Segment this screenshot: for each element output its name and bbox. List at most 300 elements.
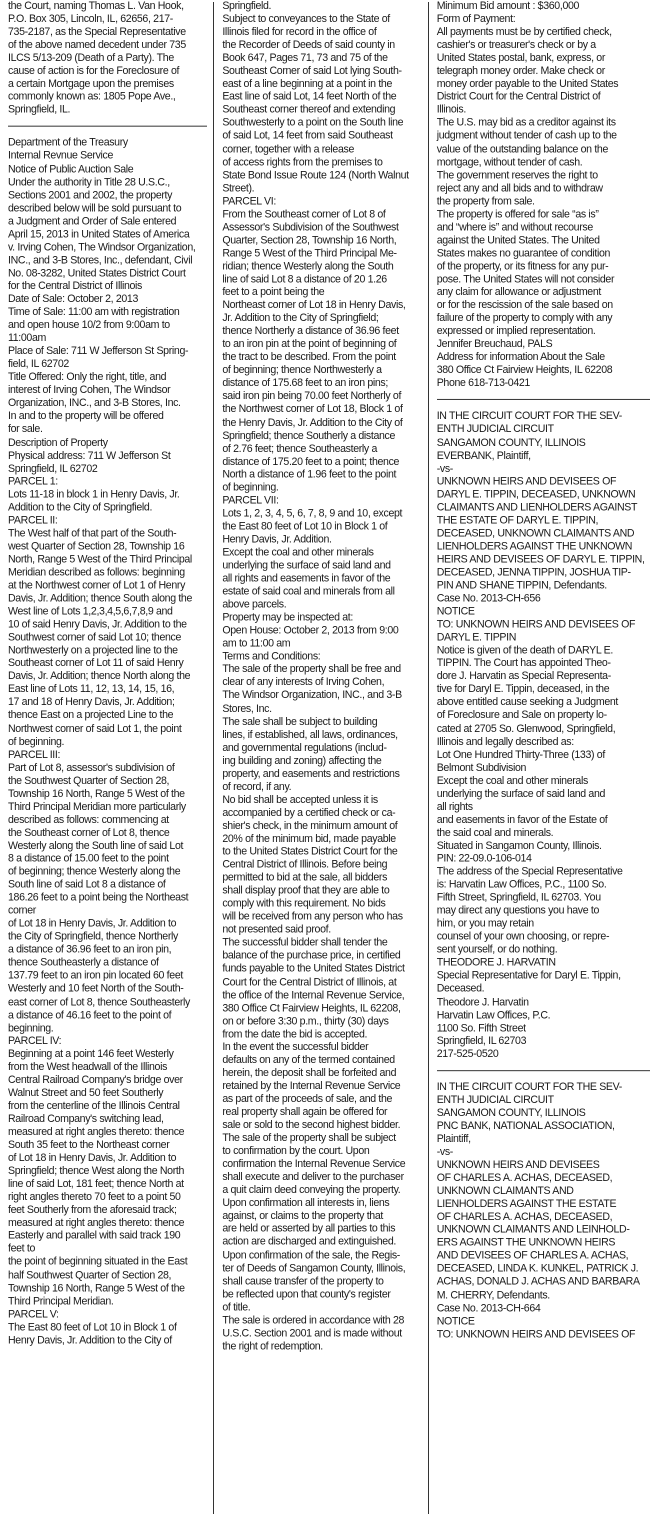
notice-line: PNC BANK, NATIONAL ASSOCIATION, (436, 1119, 615, 1132)
notice-line: of beginning. (222, 481, 279, 494)
notice-line: East line of Lots 11, 12, 13, 14, 15, 16, (8, 683, 175, 696)
notice-line: cause of action is for the Foreclosure of (8, 65, 180, 78)
notice-line: beginning. (8, 1021, 54, 1034)
notice-line: shall display proof that they are able to (222, 884, 390, 897)
notice-line: Addition to the City of Springfield. (8, 501, 153, 514)
notice-line: him, or you may retain (436, 917, 534, 930)
notice-line: Department of the Treasury (8, 137, 128, 150)
notice-line: of access rights from the premises to (222, 156, 383, 169)
notice-line: the East 80 feet of Lot 10 in Block 1 of (222, 520, 388, 533)
notice-line: the Court, naming Thomas L. Van Hook, (8, 0, 184, 12)
notice-line: Physical address: 711 W Jefferson St (8, 449, 171, 462)
notice-line: Henry Davis, Jr. Addition to the City of (8, 1334, 172, 1347)
notice-line: Special Representative for Daryl E. Tippin, (436, 969, 621, 982)
notice-line: Southeast Corner of said Lot lying South- (222, 65, 402, 78)
notice-line: Notice of Public Auction Sale (8, 163, 134, 176)
notice-line: Easterly and parallel with said track 190 (8, 1230, 181, 1243)
notice-line: In the event the successful bidder (222, 1040, 369, 1053)
notice-line: In and to the property will be offered (8, 410, 164, 423)
notice-line: the right of redemption. (222, 1340, 323, 1353)
notice-line: line of said Lot, 181 feet; thence North at (8, 1178, 184, 1191)
notice-line: the office of the Internal Revenue Service, (222, 988, 405, 1001)
notice-line: Form of Payment: (436, 13, 516, 25)
notice-line: LIENHOLDERS AGAINST THE UNKNOWN (436, 540, 633, 553)
notice-line: pose. The United States will not consider (436, 273, 615, 286)
notice-line: Under the authority in Title 28 U.S.C., (8, 176, 170, 189)
notice-line: estate of said coal and minerals from all (222, 585, 395, 598)
notice-line: Quarter, Section 28, Township 16 North, (222, 234, 397, 247)
notice-line: INC., and 3-B Stores, Inc., defendant, Civil (8, 254, 193, 267)
notice-line: Address for information About the Sale (436, 351, 605, 364)
notice-line: for the Central District of Illinois (8, 280, 142, 293)
notice-line: Time of Sale: 11:00 am with registration (8, 306, 180, 319)
notice-line: money order payable to the United States (436, 78, 619, 91)
notice-line: will be received from any person who has (222, 910, 403, 923)
notice-line: The sale shall be subject to building (222, 715, 378, 728)
notice-line: telegraph money order. Make check or (436, 65, 605, 78)
notice-line: as part of the proceeds of sale, and the (222, 1093, 393, 1106)
notice-line: West line of Lots 1,2,3,4,5,6,7,8,9 and (8, 605, 173, 618)
notice-line: line of said Lot 8 a distance of 20 1.26 (222, 273, 387, 286)
notice-line: interest of Irving Cohen, The Windsor (8, 384, 171, 397)
notice-line: dore J. Harvatin as Special Representa- (436, 670, 611, 683)
notice-line: 186.26 feet to a point being the Northeast (8, 891, 189, 904)
notice-line: confirmation the Internal Revenue Service (222, 1158, 406, 1171)
notice-line: Central Railroad Company's bridge over (8, 1073, 183, 1086)
notice-line: not presented said proof. (222, 923, 331, 936)
notice-line: The address of the Special Representative (436, 865, 623, 878)
notice-line: all rights and easements in favor of the (222, 572, 391, 585)
notice-line: 20% of the minimum bid, made payable (222, 832, 396, 845)
notice-line: Southeast corner thereof and extending (222, 104, 396, 117)
notice-line: The sale of the property shall be free and (222, 663, 401, 676)
notice-line: judgment without tender of cash up to the (436, 130, 617, 143)
notice-line: LIENHOLDERS AGAINST THE ESTATE (436, 1198, 617, 1210)
notice-line: of said Lot, 14 feet from said Southeast (222, 130, 393, 143)
notice-line: Internal Revnue Service (8, 150, 114, 163)
notice-line: Deceased. (436, 982, 485, 995)
notice-line: the tract to be described. From the point (222, 351, 396, 364)
notice-line: of record, if any. (222, 780, 292, 793)
notice-line: Except the coal and other minerals (436, 774, 588, 787)
notice-line: Date of Sale: October 2, 2013 (8, 293, 139, 306)
notice-line: east corner of Lot 8, thence Southeasterly (8, 995, 190, 1008)
notice-line: OF CHARLES A. ACHAS, DECEASED, (436, 1211, 613, 1223)
notice-line: v. Irving Cohen, The Windsor Organization, (8, 241, 196, 254)
notice-line: measured at right angles thereto: thence (8, 1217, 185, 1230)
notice-line: UNKNOWN CLAIMANTS AND (436, 1184, 574, 1197)
notice-line: Upon confirmation of the sale, the Regis- (222, 1249, 400, 1262)
notice-line: accompanied by a certified check or ca- (222, 806, 396, 819)
notice-line: Minimum Bid amount : $360,000 (436, 0, 580, 12)
notice-line: 1100 So. Fifth Street (436, 1021, 526, 1034)
notice-line: Court for the Central District of Illinois, at (222, 975, 397, 988)
notice-line: No bid shall be accepted unless it is (222, 793, 378, 806)
notice-line: a distance of 36.96 feet to an iron pin, (8, 943, 172, 956)
notice-line: 137.79 feet to an iron pin located 60 feet (8, 969, 183, 982)
notice-line: from the centerline of the Illinois Central (8, 1099, 180, 1112)
notice-line: may direct any questions you have to (436, 904, 599, 917)
notice-line: measured at right angles thereto: thence (8, 1126, 185, 1138)
notice-line: UNKNOWN HEIRS AND DEVISEES OF (436, 475, 617, 488)
notice-line: No. 08-3282, United States District Court (8, 267, 186, 280)
notice-line: Plaintiff, (436, 1132, 471, 1145)
notice-line: any claim for allowance or adjustment (436, 286, 601, 299)
notice-line: The sale is ordered in accordance with 28 (222, 1314, 405, 1327)
notice-line: is: Harvatin Law Offices, P.C., 1100 So. (436, 878, 607, 891)
notice-line: underlying the surface of said land and (222, 559, 391, 572)
legal-notice (437, 410, 650, 1061)
notice-line: sent yourself, or do nothing. (436, 943, 558, 956)
notice-line: permitted to bid at the sale, all bidders (222, 871, 388, 884)
notice-line: Stores, Inc. (222, 702, 272, 715)
notice-line: AND DEVISEES OF CHARLES A. ACHAS, (436, 1250, 629, 1263)
notice-line: Fifth Street, Springfield, IL 62703. You (436, 891, 601, 904)
notice-line: ERS AGAINST THE UNKNOWN HEIRS (436, 1237, 616, 1250)
notice-line: underlying the surface of said land and (436, 787, 606, 800)
notice-line: counsel of your own choosing, or repre- (436, 930, 610, 943)
notice-line: retained by the Internal Revenue Service (222, 1080, 401, 1093)
notice-line: the Southwest Quarter of Section 28, (8, 774, 170, 787)
notice-line: clear of any interests of Irving Cohen, (222, 676, 385, 689)
notice-line: Book 647, Pages 71, 73 and 75 of the (222, 52, 388, 65)
notice-separator (8, 126, 207, 127)
notice-line: PARCEL V: (8, 1308, 59, 1321)
notice-line: 217-525-0520 (436, 1047, 499, 1060)
notice-line: CLAIMANTS AND LIENHOLDERS AGAINST (436, 501, 638, 514)
notice-line: Meridian described as follows: beginning (8, 566, 185, 579)
notice-line: Lots 11-18 in block 1 in Henry Davis, Jr. (8, 488, 180, 501)
notice-line: balance of the purchase price, in certified (222, 949, 401, 962)
notice-line: the property from sale. (436, 195, 535, 208)
notice-line: ENTH JUDICIAL CIRCUIT (436, 1093, 554, 1106)
notice-line: SANGAMON COUNTY, ILLINOIS (436, 1106, 586, 1119)
notice-line: -vs- (436, 1145, 453, 1158)
notice-line: EVERBANK, Plaintiff, (436, 449, 531, 462)
notice-line: Case No. 2013-CH-664 (436, 1302, 541, 1315)
notice-line: Henry Davis, Jr. Addition. (222, 533, 332, 546)
notice-line: expressed or implied representation. (436, 325, 596, 338)
notice-line: of Lot 18 in Henry Davis, Jr. Addition to (8, 1152, 177, 1165)
notice-line: Northeast corner of Lot 18 in Henry Davis, (222, 299, 406, 312)
notice-line: Property may be inspected at: (222, 611, 353, 624)
notice-line: distance of 175.68 feet to an iron pins; (222, 377, 388, 390)
notice-line: PARCEL II: (8, 514, 58, 527)
notice-line: half Southwest Quarter of Section 28, (8, 1269, 172, 1282)
notice-line: of beginning; thence Northwesterly a (222, 364, 382, 377)
notice-line: Illinois filed for record in the office of (222, 26, 377, 38)
notice-line: Subject to conveyances to the State of (222, 13, 390, 25)
notice-line: a Judgment and Order of Sale entered (8, 215, 177, 228)
notice-line: HEIRS AND DEVISEES OF DARYL E. TIPPIN, (436, 553, 645, 566)
notice-line: East line of said Lot, 14 feet North of the (222, 91, 397, 104)
column-1 (8, 0, 213, 1514)
notice-line: ACHAS, DONALD J. ACHAS AND BARBARA (436, 1276, 640, 1289)
notice-line: M. CHERRY, Defendants. (436, 1289, 550, 1302)
notice-line: TIPPIN. The Court has appointed Theo- (436, 657, 611, 670)
notice-line: lines, if established, all laws, ordinances, (222, 728, 398, 741)
notice-line: thence Northerly a distance of 36.96 feet (222, 325, 399, 338)
notice-line: real property shall again be offered for (222, 1106, 388, 1119)
notice-line: to the United States District Court for the (222, 845, 398, 858)
notice-line: commonly known as: 1805 Pope Ave., (8, 91, 176, 104)
notice-line: from the West headwall of the Illinois (8, 1060, 168, 1073)
notice-line: Notice is given of the death of DARYL E. (436, 644, 613, 657)
notice-line: From the Southeast corner of Lot 8 of (222, 208, 386, 221)
notice-line: of Foreclosure and Sale on property lo- (436, 709, 607, 722)
notice-line: thence East on a projected Line to the (8, 709, 174, 722)
notice-line: TO: UNKNOWN HEIRS AND DEVISEES OF (436, 1328, 636, 1341)
notice-line: Street). (222, 182, 255, 195)
notice-line: PARCEL IV: (8, 1034, 62, 1047)
notice-line: Township 16 North, Range 5 West of the (8, 1282, 185, 1295)
notice-line: cated at 2705 So. Glenwood, Springfield, (436, 722, 616, 735)
notice-line: North a distance of 1.96 feet to the point (222, 468, 397, 481)
notice-line: Northwesterly on a projected line to the (8, 644, 178, 657)
notice-line: Walnut Street and 50 feet Southerly (8, 1086, 164, 1099)
notice-line: Jr. Addition to the City of Springfield; (222, 312, 379, 325)
notice-line: of 2.76 feet; thence Southeasterly a (222, 442, 378, 455)
notice-line: NOTICE (436, 1315, 475, 1328)
notice-line: The East 80 feet of Lot 10 in Block 1 of (8, 1321, 177, 1334)
notice-line: ing building and zoning) affecting the (222, 754, 382, 767)
notice-line: District Court for the Central District of (436, 91, 601, 104)
notice-line: on or before 3:30 p.m., thirty (30) days (222, 1014, 389, 1027)
notice-line: Organization, INC., and 3-B Stores, Inc. (8, 397, 181, 410)
notice-line: above parcels. (222, 598, 287, 611)
notice-line: Springfield. (222, 0, 272, 12)
notice-line: distance of 175.20 feet to a point; thence (222, 455, 400, 468)
notice-line: am to 11:00 am (222, 637, 291, 650)
notice-line: UNKNOWN HEIRS AND DEVISEES (436, 1158, 600, 1171)
notice-line: Harvatin Law Offices, P.C. (436, 1008, 551, 1021)
notice-line: cashier's or treasurer's check or by a (436, 39, 596, 52)
notice-line: DECEASED, JENNA TIPPIN, JOSHUA TIP- (436, 566, 631, 579)
notice-line: The Windsor Organization, INC., and 3-B (222, 689, 402, 702)
notice-line: 735-2187, as the Special Representative (8, 26, 186, 38)
notice-line: of beginning. (8, 735, 65, 748)
notice-line: Title Offered: Only the right, title, and (8, 371, 167, 384)
notice-line: Open House: October 2, 2013 from 9:00 (222, 624, 399, 637)
notice-line: herein, the deposit shall be forfeited and (222, 1067, 397, 1079)
notice-line: and governmental regulations (includ- (222, 741, 387, 754)
notice-line: Illinois. (436, 104, 466, 117)
notice-line: Springfield, IL. (8, 104, 71, 117)
notice-line: Westerly and 10 feet North of the South- (8, 982, 184, 995)
notice-line: PARCEL 1: (8, 475, 58, 488)
notice-line: failure of the property to comply with any (436, 312, 613, 325)
notice-line: mortgage, without tender of cash. (436, 156, 583, 169)
notice-line: and easements in favor of the Estate of (436, 813, 608, 826)
notice-line: The sale of the property shall be subject (222, 1132, 396, 1145)
notice-line: the said coal and minerals. (436, 826, 554, 839)
notice-line: DECEASED, LINDA K. KUNKEL, PATRICK J. (436, 1263, 639, 1276)
notice-line: Third Principal Meridian. (8, 1295, 114, 1308)
notice-line: for sale. (8, 423, 43, 436)
notice-line: The property is offered for sale “as is” (436, 208, 599, 221)
notice-line: THEODORE J. HARVATIN (436, 956, 556, 969)
notice-line: Range 5 West of the Third Principal Me- (222, 247, 397, 260)
notice-line: of title. (222, 1301, 251, 1314)
notice-line: The U.S. may bid as a creditor against its (436, 117, 616, 130)
notice-line: the Southeast corner of Lot 8, thence (8, 826, 170, 839)
notice-line: Springfield; thence Southerly a distance (222, 429, 396, 442)
notice-line: Beginning at a point 146 feet Westerly (8, 1047, 174, 1060)
notice-line: The government reserves the right to (436, 169, 598, 182)
notice-line: the Recorder of Deeds of said county in (222, 39, 395, 52)
notice-line: DARYL E. TIPPIN (436, 631, 517, 644)
notice-line: all rights (436, 800, 473, 813)
notice-line: described as follows: commencing at (8, 813, 169, 826)
notice-line: All payments must be by certified check, (436, 26, 612, 38)
notice-line: DECEASED, UNKNOWN CLAIMANTS AND (436, 527, 635, 540)
notice-line: ILCS 5/13-209 (Death of a Party). The (8, 52, 174, 65)
notice-line: value of the outstanding balance on the (436, 143, 608, 156)
notice-line: Case No. 2013-CH-656 (436, 592, 541, 605)
notice-line: the City of Springfield, thence Northerly (8, 930, 178, 943)
notice-line: Place of Sale: 711 W Jefferson St Spring- (8, 345, 189, 358)
notice-line: Springfield; thence West along the North (8, 1165, 185, 1178)
notice-line: at the Northwest corner of Lot 1 of Henry (8, 579, 186, 592)
notice-line: shall execute and deliver to the purchaser (222, 1171, 404, 1184)
notice-line: 10 of said Henry Davis, Jr. Addition to the (8, 618, 187, 631)
notice-line: to an iron pin at the point of beginning of (222, 338, 397, 351)
notice-line: or for the rescission of the sale based on (436, 299, 613, 312)
notice-line: Northwest corner of said Lot 1, the point (8, 722, 182, 735)
column-2 (214, 0, 427, 1514)
notice-line: PARCEL VI: (222, 195, 276, 208)
notice-line: ridian; thence Westerly along the South (222, 260, 394, 273)
notice-line: field, IL 62702 (8, 358, 69, 371)
notice-line: and “where is” and without recourse (436, 221, 593, 234)
notice-line: South 35 feet to the Northeast corner (8, 1139, 170, 1151)
notice-line: -vs- (436, 462, 453, 475)
notice-line: thence Southeasterly a distance of (8, 956, 159, 969)
notice-line: said iron pin being 70.00 feet Northerly of (222, 390, 402, 403)
notice-line: Southwesterly to a point on the South line (222, 117, 404, 130)
notice-line: Southwest corner of said Lot 10; thence (8, 631, 182, 644)
notice-line: Township 16 North, Range 5 West of the (8, 787, 185, 800)
notice-line: a distance of 46.16 feet to the point of (8, 1008, 172, 1021)
notice-line: of beginning; thence Westerly along the (8, 865, 181, 878)
notice-line: The successful bidder shall tender the (222, 936, 388, 949)
notice-line: Davis, Jr. Addition; thence North along the (8, 670, 191, 683)
notice-line: The West half of that part of the South- (8, 527, 177, 540)
notice-line: Phone 618-713-0421 (436, 377, 530, 390)
notice-line: April 15, 2013 in United States of America (8, 228, 190, 241)
notice-line: PIN: 22-09.0-106-014 (436, 852, 532, 865)
notice-line: east of a line beginning at a point in the (222, 78, 392, 91)
notice-line: NOTICE (436, 605, 475, 618)
notice-line: Westerly along the South line of said Lot (8, 839, 184, 852)
notice-line: Davis, Jr. Addition; thence South along the (8, 592, 193, 605)
notice-line: Assessor's Subdivision of the Southwest (222, 221, 399, 234)
notice-line: described below will be sold pursuant to (8, 202, 182, 215)
notice-line: OF CHARLES A. ACHAS, DECEASED, (436, 1171, 613, 1184)
column-3 (429, 0, 650, 1514)
notice-line: to confirmation by the court. Upon (222, 1145, 370, 1158)
notice-line: of the property, or its fitness for any pur- (436, 260, 609, 273)
notice-line: right angles thereto 70 feet to a point 50 (8, 1191, 181, 1204)
notice-line: against the United States. The United (436, 234, 600, 247)
notice-line: shier's check, in the minimum amount of (222, 819, 398, 832)
legal-notice (222, 0, 419, 1353)
notice-line: against, or claims to the property that (222, 1210, 383, 1223)
notice-line: Railroad Company's switching lead, (8, 1112, 164, 1125)
notice-line: TO: UNKNOWN HEIRS AND DEVISEES OF (436, 618, 636, 631)
notice-line: IN THE CIRCUIT COURT FOR THE SEV- (436, 1080, 622, 1093)
notice-line: 11:00am (8, 332, 46, 345)
notice-line: be reflected upon that county's register (222, 1288, 391, 1301)
notice-line: reject any and all bids and to withdraw (436, 182, 603, 195)
notice-line: a certain Mortgage upon the premises (8, 78, 174, 91)
notice-line: Third Principal Meridian more particularly (8, 800, 186, 813)
notice-line: 380 Office Ct Fairview Heights, IL 62208, (222, 1001, 401, 1014)
notice-line: PIN AND SHANE TIPPIN, Defendants. (436, 579, 607, 592)
notice-line: feet to a point being the (222, 286, 325, 299)
legal-notice (8, 0, 207, 117)
notice-line: Illinois and legally described as: (436, 735, 574, 748)
notice-line: the Northwest corner of Lot 18, Block 1 of (222, 403, 403, 416)
notice-line: P.O. Box 305, Lincoln, IL, 62656, 217- (8, 13, 173, 25)
notice-line: PARCEL III: (8, 748, 61, 761)
notice-line: 380 Office Ct Fairview Heights, IL 62208 (436, 364, 613, 377)
legal-notice (437, 1081, 650, 1341)
notice-line: DARYL E. TIPPIN, DECEASED, UNKNOWN (436, 488, 636, 501)
notice-line: Belmont Subdivision (436, 761, 527, 774)
notice-line: PARCEL VII: (222, 494, 279, 507)
notice-line: corner (8, 904, 36, 917)
notice-line: Terms and Conditions: (222, 650, 321, 663)
notice-line: feet Southerly from the aforesaid track; (8, 1204, 177, 1217)
notice-line: Situated in Sangamon County, Illinois. (436, 839, 602, 852)
notice-line: the point of beginning situated in the East (8, 1256, 188, 1269)
notice-line: Sections 2001 and 2002, the property (8, 189, 173, 202)
notice-line: and open house 10/2 from 9:00am to (8, 319, 170, 332)
notice-line: Theodore J. Harvatin (436, 995, 529, 1008)
notice-line: shall cause transfer of the property to (222, 1275, 384, 1288)
notice-line: a quit claim deed conveying the property. (222, 1184, 401, 1197)
notice-line: Lots 1, 2, 3, 4, 5, 6, 7, 8, 9 and 10, except (222, 507, 403, 520)
notice-line: Central District of Illinois. Before being (222, 858, 388, 871)
legal-notice (8, 137, 207, 1347)
notice-line: the Henry Davis, Jr. Addition to the City of (222, 416, 403, 429)
notice-line: action are discharged and extinguished. (222, 1236, 396, 1249)
notice-line: tive for Daryl E. Tippin, deceased, in the (436, 683, 610, 696)
notice-line: of the above named decedent under 735 (8, 39, 186, 52)
notice-line: State Bond Issue Route 124 (North Walnut (222, 169, 409, 182)
legal-notice (437, 0, 650, 390)
notice-line: ter of Deeds of Sangamon County, Illinois, (222, 1262, 406, 1275)
notice-line: North, Range 5 West of the Third Principal (8, 553, 192, 566)
notice-line: 8 a distance of 15.00 feet to the point (8, 852, 169, 865)
notice-line: ENTH JUDICIAL CIRCUIT (436, 423, 554, 436)
notice-separator (437, 399, 650, 400)
notice-line: funds payable to the United States District (222, 962, 405, 975)
notice-line: Springfield, IL 62702 (8, 462, 98, 475)
notice-line: United States postal, bank, express, or (436, 52, 606, 65)
notice-line: Upon confirmation all interests in, liens (222, 1197, 390, 1210)
notice-line: Jennifer Breuchaud, PALS (436, 338, 553, 351)
notice-line: corner, together with a release (222, 143, 355, 156)
notice-line: THE ESTATE OF DARYL E. TIPPIN, (436, 514, 599, 527)
notice-line: IN THE CIRCUIT COURT FOR THE SEV- (436, 410, 622, 423)
notice-line: Part of Lot 8, assessor's subdivision of (8, 761, 175, 774)
notice-line: Except the coal and other minerals (222, 546, 374, 559)
notice-line: feet to (8, 1243, 35, 1256)
notice-line: above entitled cause seeking a Judgment (436, 696, 618, 709)
notice-line: 17 and 18 of Henry Davis, Jr. Addition; (8, 696, 175, 709)
